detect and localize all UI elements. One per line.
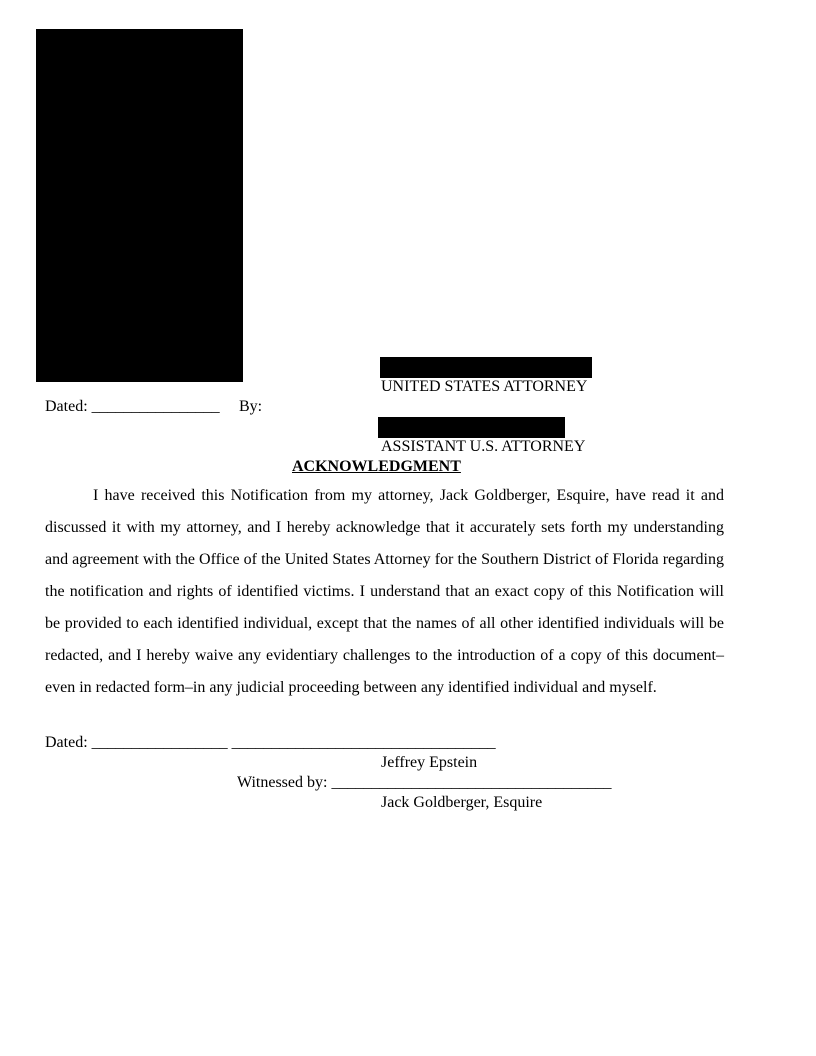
acknowledgment-title: ACKNOWLEDGMENT — [292, 458, 461, 475]
dated-label: Dated: ________________ — [45, 398, 220, 415]
witness-name: Jack Goldberger, Esquire — [381, 794, 543, 811]
us-attorney-title: UNITED STATES ATTORNEY — [381, 378, 588, 395]
redaction-block-large — [36, 29, 243, 382]
acknowledgment-body: I have received this Notification from my attorney, Jack Goldberger, Esquire, have read it and discussed it with my attorney, and I hereby acknowledge that it accurately sets forth my understanding and agreement with the Office of the United States Attorney for the Southern District of Florida regarding the notification and rights of identified victims. I understand that an exact copy of this Notification will be provided to each identified individual, except that the names of all other identified individuals will be redacted, and I hereby waive any evidentiary challenges to the introduction of a copy of this document–even in redacted form–in any judicial proceeding between any identified individual and myself. — [45, 487, 724, 696]
signer-name: Jeffrey Epstein — [381, 754, 478, 771]
signature-dated-line: Dated: _________________ _________________________________ — [45, 734, 496, 751]
by-label: By: — [239, 398, 263, 415]
assistant-title: ASSISTANT U.S. ATTORNEY — [381, 438, 586, 455]
redaction-bar-us-attorney — [380, 357, 592, 378]
witness-line: Witnessed by: ___________________________________ — [237, 774, 612, 791]
redaction-bar-assistant — [378, 417, 565, 438]
